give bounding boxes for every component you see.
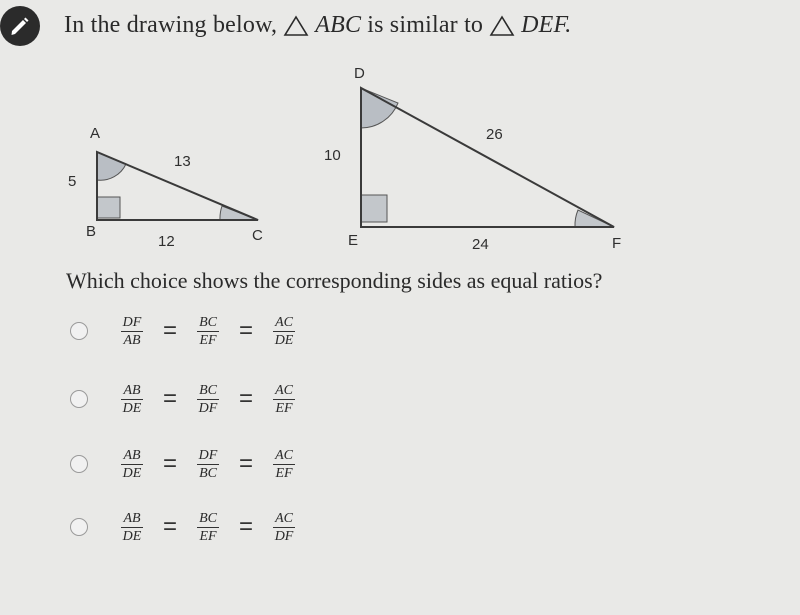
- fraction-numerator: AB: [123, 510, 141, 526]
- fraction-numerator: AC: [275, 510, 293, 526]
- choice-3[interactable]: [70, 444, 390, 484]
- fraction-denominator: DF: [274, 528, 294, 544]
- fraction-numerator: AC: [275, 314, 293, 330]
- fraction-denominator: DE: [274, 332, 294, 348]
- fraction-numerator: AC: [275, 447, 293, 463]
- side-de-label: 10: [324, 147, 341, 164]
- fraction-denominator: EF: [199, 528, 217, 544]
- fraction-denominator: AB: [123, 332, 141, 348]
- fraction: [191, 383, 225, 416]
- vertex-e-label: E: [348, 232, 359, 249]
- fraction-numerator: DF: [122, 314, 142, 330]
- fraction-numerator: AB: [123, 382, 141, 398]
- fraction-denominator: EF: [199, 332, 217, 348]
- fraction: [115, 448, 149, 481]
- fraction-numerator: AB: [123, 447, 141, 463]
- vertex-f-label: F: [612, 235, 622, 252]
- choice-3-radio[interactable]: [70, 455, 88, 473]
- triangle-def-angle-d: [361, 88, 398, 128]
- fraction: [267, 511, 301, 544]
- triangle-abc-right-angle: [97, 197, 120, 218]
- fraction-numerator: BC: [199, 314, 217, 330]
- fraction-numerator: BC: [199, 510, 217, 526]
- fraction: [267, 448, 301, 481]
- prompt-lead: In the drawing below,: [64, 12, 278, 38]
- similar-triangles-figure: [0, 0, 800, 265]
- fraction: [267, 383, 301, 416]
- triangle-def-outline: [361, 88, 614, 227]
- fraction-denominator: DE: [122, 465, 142, 481]
- side-ef-label: 24: [472, 236, 489, 253]
- side-ab-label: 5: [68, 173, 77, 190]
- triangle-abc: [68, 125, 263, 250]
- choice-4-radio[interactable]: [70, 518, 88, 536]
- choice-4[interactable]: [70, 507, 390, 547]
- fraction: [267, 315, 301, 348]
- fraction-numerator: BC: [199, 382, 217, 398]
- choice-1-radio[interactable]: [70, 322, 88, 340]
- triangle-def: [324, 65, 621, 253]
- fraction: [191, 315, 225, 348]
- fraction-denominator: EF: [275, 465, 293, 481]
- side-ac-label: 13: [174, 153, 191, 170]
- equals-sign: =: [163, 450, 178, 477]
- equals-sign: =: [239, 385, 254, 412]
- vertex-d-label: D: [354, 65, 365, 82]
- prompt-middle: is similar to: [367, 12, 484, 38]
- fraction-denominator: EF: [275, 400, 293, 416]
- equals-sign: =: [239, 513, 254, 540]
- choice-1[interactable]: [70, 311, 390, 351]
- triangle-abc-name: ABC: [315, 12, 362, 38]
- vertex-c-label: C: [252, 227, 263, 244]
- choice-2[interactable]: [70, 379, 390, 419]
- fraction: [191, 511, 225, 544]
- equals-sign: =: [239, 317, 254, 344]
- fraction-numerator: AC: [275, 382, 293, 398]
- fraction: [115, 315, 149, 348]
- fraction-denominator: BC: [199, 465, 217, 481]
- question-text: Which choice shows the corresponding sides as equal ratios?: [66, 268, 603, 293]
- fraction: [115, 511, 149, 544]
- equals-sign: =: [239, 450, 254, 477]
- triangle-def-right-angle: [361, 195, 387, 222]
- side-bc-label: 12: [158, 233, 175, 250]
- choice-2-radio[interactable]: [70, 390, 88, 408]
- equals-sign: =: [163, 513, 178, 540]
- fraction-numerator: DF: [198, 447, 218, 463]
- fraction: [191, 448, 225, 481]
- vertex-a-label: A: [90, 125, 101, 142]
- vertex-b-label: B: [86, 223, 97, 240]
- triangle-abc-angle-a: [97, 152, 126, 180]
- fraction-denominator: DE: [122, 400, 142, 416]
- fraction-denominator: DE: [122, 528, 142, 544]
- fraction: [115, 383, 149, 416]
- equals-sign: =: [163, 385, 178, 412]
- side-df-label: 26: [486, 126, 503, 143]
- fraction-denominator: DF: [198, 400, 218, 416]
- triangle-def-name: DEF.: [521, 12, 572, 38]
- equals-sign: =: [163, 317, 178, 344]
